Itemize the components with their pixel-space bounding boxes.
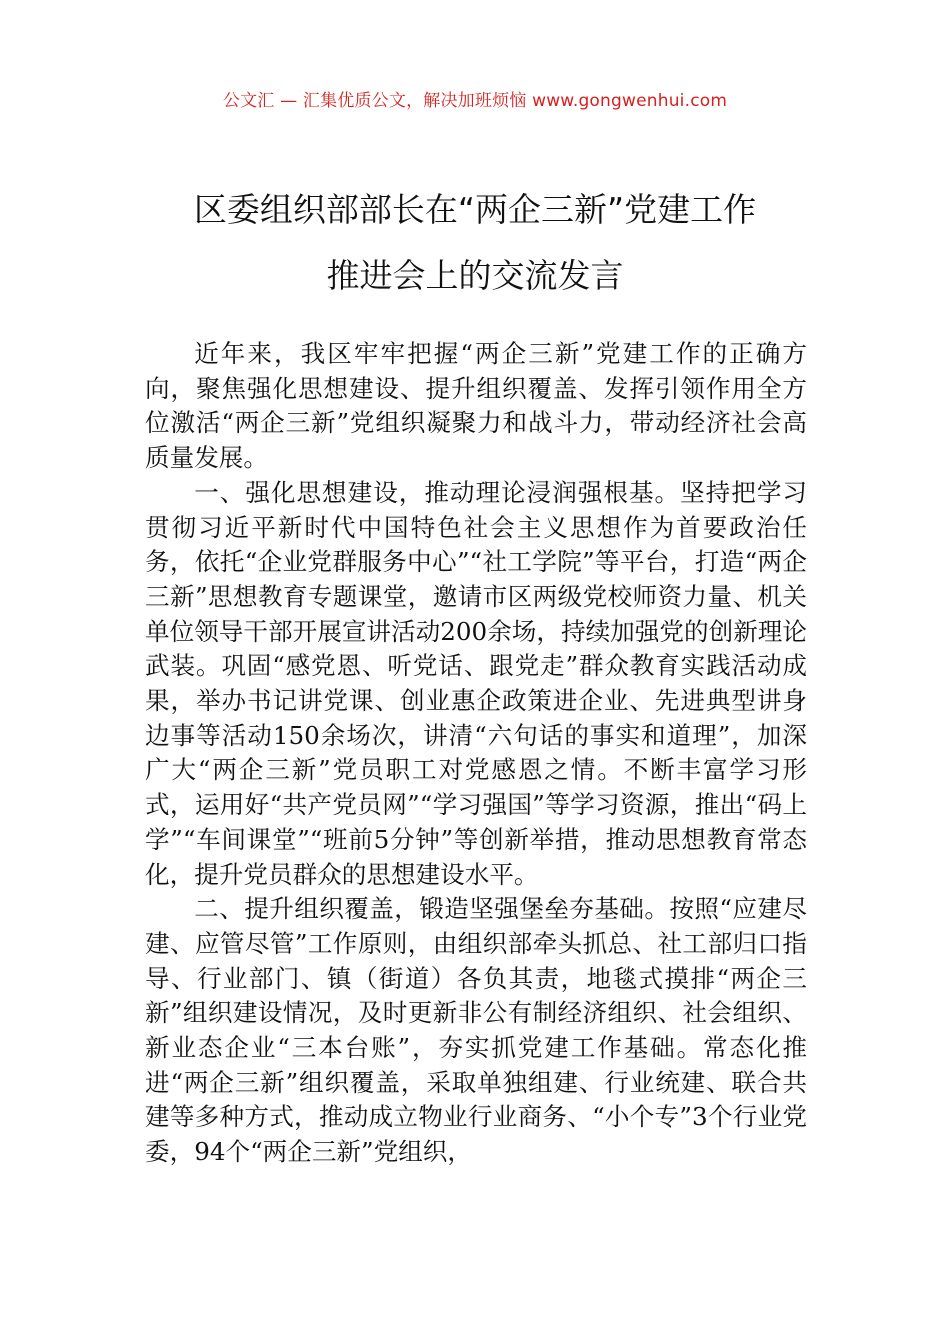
document-title-line-2: 推进会上的交流发言: [326, 256, 624, 295]
paragraph-intro: 近年来，我区牢牢把握“两企三新”党建工作的正确方向，聚焦强化思想建设、提升组织覆盖、发挥引领作用全方位激活“两企三新”党组织凝聚力和战斗力，带动经济社会高质量发展。: [145, 339, 807, 473]
document-body: [145, 337, 807, 1170]
paragraph-section-2: 二、提升组织覆盖，锻造坚强堡垒夯基础。按照“应建尽建、应管尽管”工作原则，由组织部牵头抓总、社工部归口指导、行业部门、镇（街道）各负其责，地毯式摸排“两企三新”组织建设情况，及时更新非公有制经济组织、社会组织、新业态企业“三本台账”，夯实抓党建工作基础。常态化推进“两企三新”组织覆盖，采取单独组建、行业统建、联合共建等多种方式，推动成立物业行业商务、“小个专”3个行业党委，94个“两企三新”党组织，: [145, 894, 807, 1167]
paragraph-section-1: 一、强化思想建设，推动理论浸润强根基。坚持把学习贯彻习近平新时代中国特色社会主义思想作为首要政治任务，依托“企业党群服务中心”“社工学院”等平台，打造“两企三新”思想教育专题课堂，邀请市区两级党校师资力量、机关单位领导干部开展宣讲活动200余场，持续加强党的创新理论武装。巩固“感党恩、听党话、跟党走”群众教育实践活动成果，举办书记讲党课、创业惠企政策进企业、先进典型讲身边事等活动150余场次，讲清“六句话的事实和道理”，加深广大“两企三新”党员职工对党感恩之情。不断丰富学习形式，运用好“共产党员网”“学习强国”等学习资源，推出“码上学”“车间课堂”“班前5分钟”等创新举措，推动思想教育常态化，提升党员群众的思想建设水平。: [145, 477, 807, 889]
header-banner: 公文汇 — 汇集优质公文，解决加班烦恼 www.gongwenhui.com: [222, 91, 728, 111]
document-title-line-1: 区委组织部部长在“两企三新”党建工作: [193, 190, 757, 229]
